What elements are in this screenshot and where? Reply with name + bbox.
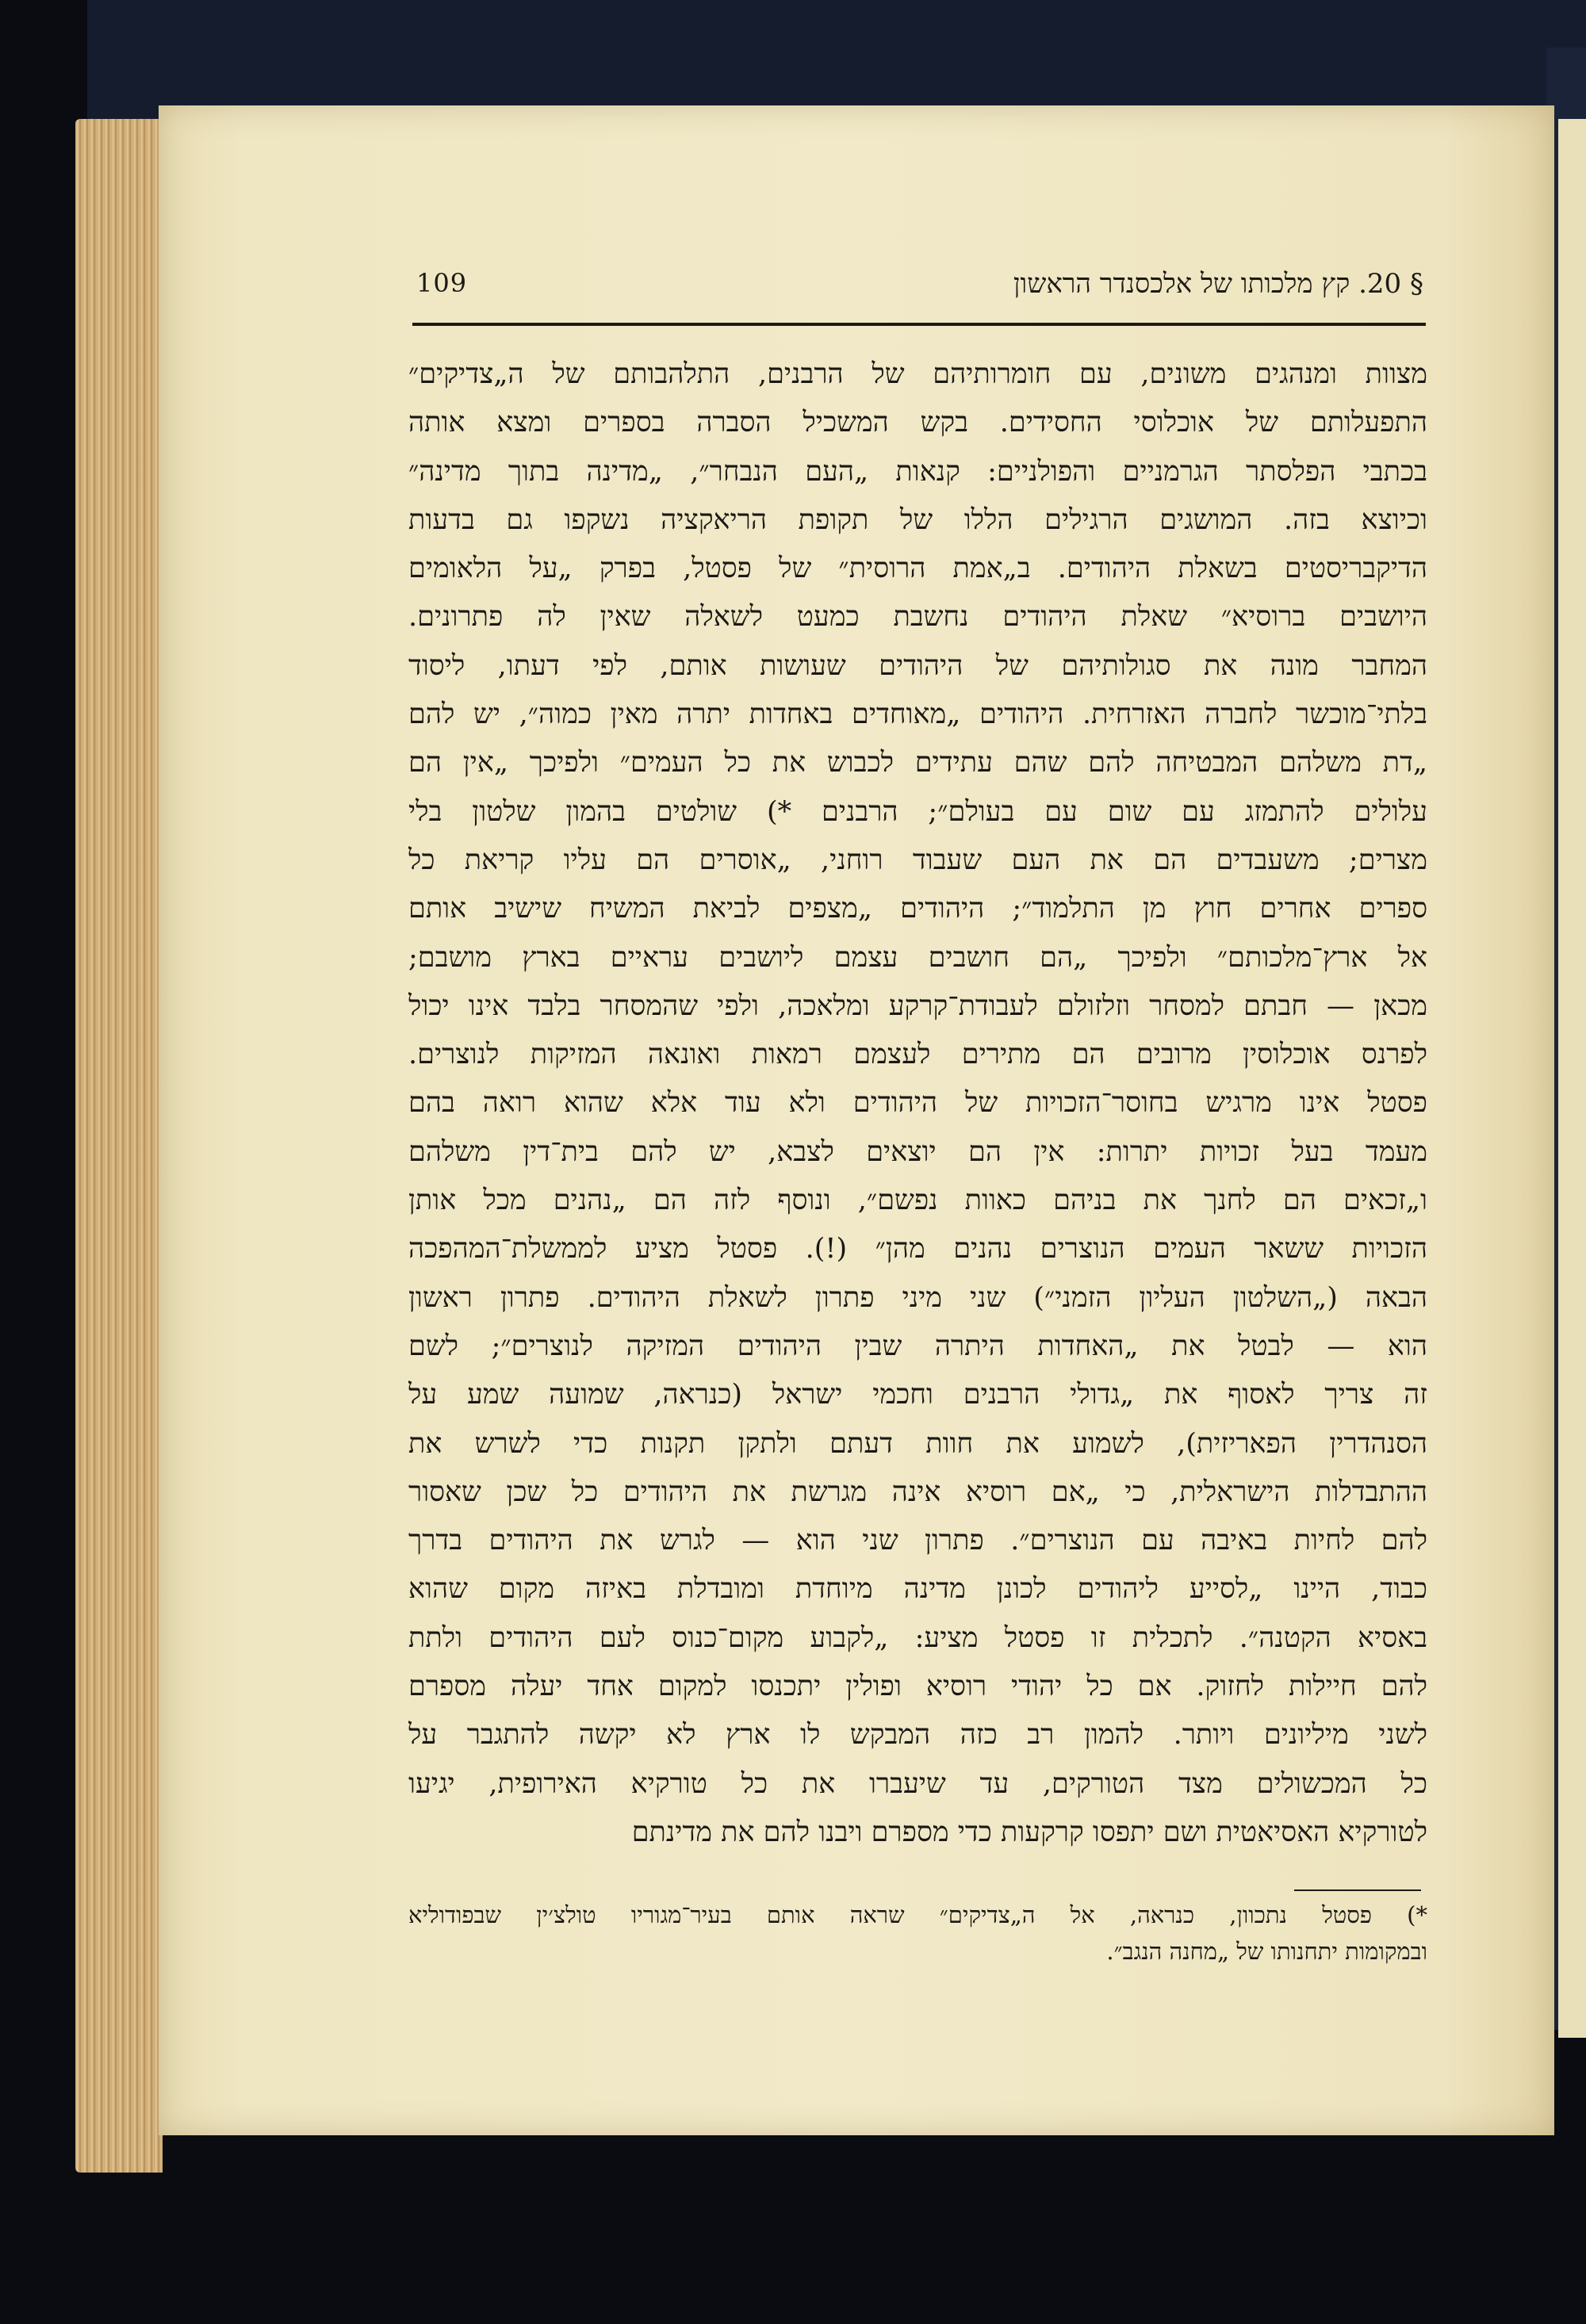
page-header [416,268,1423,316]
text-line: בכתבי הפלסתר הגרמניים והפולניים: קנאות „העם הנבחר״, „מדינה בתוך מדינה״ [408,455,1427,488]
text-line: מצרים; משעבדים הם את העם שעבוד רוחני, „אוסרים הם עליו קריאת כל [408,844,1427,876]
text-line: באסיא הקטנה״. לתכלית זו פסטל מציע: „לקבוע מקום־כנוס לעם היהודים ולתת [408,1621,1427,1654]
text-line: לשני מיליונים ויותר. להמון רב כזה המבקש לו ארץ לא יקשה להתגבר על [408,1719,1427,1752]
header-rule [412,323,1426,326]
book-cover-top [87,0,1586,119]
text-line: לפרנס אוכלוסין מרובים הם מתירים לעצמם רמאות ואונאה המזיקות לנוצרים. [408,1039,1427,1071]
text-line: מצוות ומנהגים משונים, עם חומרותיהם של הרבנים, התלהבותם של ה„צדיקים״ [408,358,1427,390]
text-line: אל ארץ־מלכותם״ ולפיכך „הם חושבים עצמם ליושבים עראיים בארץ מושבם; [408,941,1427,974]
footnote-rule [1294,1889,1421,1891]
text-line: פסטל אינו מרגיש בחוסר־הזכויות של היהודים ולא עוד אלא שהוא רואה בהם [408,1087,1427,1120]
footnote [408,1897,1427,1970]
text-line: לטורקיא האסיאטית ושם יתפסו קרקעות כדי מספרם ויבנו להם את מדינתם [631,1816,1427,1848]
text-line: ההתבדלות הישראלית, כי „אם רוסיא אינה מגרשת את היהודים כל שכן שאסור [408,1476,1427,1508]
text-line: מכאן — חבתם למסחר וזלזולם לעבודת־קרקע ומלאכה, ולפי שהמסחר בלבד אינו יכול [408,990,1427,1022]
text-line: ו„זכאים הם לחנך את בניהם כאוות נפשם״, ונוסף לזה הם „נהנים מכל אותן [408,1185,1427,1217]
text-line: הזכויות ששאר העמים הנוצרים נהנים מהן״ (!). פסטל מציע לממשלת־המהפכה [408,1233,1427,1265]
text-line: ספרים אחרים חוץ מן התלמוד״; היהודים „מצפים לביאת המשיח שישיב אותם [408,893,1427,925]
text-line: בלתי־מוכשר לחברה האזרחית. היהודים „מאוחדים באחדות יתרה מאין כמוה״, יש להם [408,699,1427,731]
facing-page-edge [1558,119,1586,2038]
text-line: היושבים ברוסיא״ שאלת היהודים נחשבת כמעט לשאלה שאין לה פתרונים. [408,601,1427,634]
text-line: „דת משלהם המבטיחה להם שהם עתידים לכבוש את כל העמים״ ולפיכך „אין הם [408,747,1427,779]
text-line: כבוד, היינו „לסייע ליהודים לכונן מדינה מיוחדת ומובדלת באיזה מקום שהוא [408,1573,1427,1606]
text-line: להם חיילות לחזוק. אם כל יהודי רוסיא ופולין יתכנסו למקום אחד יעלה מספרם [408,1671,1427,1703]
text-line: התפעלותם של אוכלוסי החסידים. בקש המשכיל הסברה בספרים ומצא אותה [408,407,1427,439]
text-line: עלולים להתמזג עם שום עם בעולם״; הרבנים *) שולטים בהמון שלטון בלי [408,795,1427,828]
page-edges [75,119,163,2173]
text-line: הדיקבריסטים בשאלת היהודים. ב„אמת הרוסית״ של פסטל, בפרק „על הלאומים [408,553,1427,585]
page-number: 109 [416,268,468,298]
text-line: מעמד בעל זכויות יתרות: אין הם יוצאים לצבא, יש להם בית־דין משלהם [408,1135,1427,1168]
footnote-line: ובמקומות יתחנותו של „מחנה הנגב״. [1106,1938,1427,1965]
body-text [408,350,1427,1857]
text-line: להם לחיות באיבה עם הנוצרים״. פתרון שני הוא — לגרש את היהודים בדרך [408,1525,1427,1557]
text-line: הוא — לבטל את „האחדות היתרה שבין היהודים המזיקה לנוצרים״; לשם [408,1330,1427,1362]
text-line: זה צריך לאסוף את „גדולי הרבנים וחכמי ישראל (כנראה, שמועה שמע על [408,1379,1427,1411]
text-line: המחבר מונה את סגולותיהם של היהודים שעושות אותם, לפי דעתו, ליסוד [408,649,1427,682]
running-title: § 20. קץ מלכותו של אלכסנדר הראשון [1013,268,1423,300]
text-line: וכיוצא בזה. המושגים הרגילים הללו של תקופת הריאקציה נשקפו גם בדעות [408,503,1427,536]
text-line: הבאה („השלטון העליון הזמני״) שני מיני פתרון לשאלת היהודים. פתרון ראשון [408,1281,1427,1314]
footnote-line: *) פסטל נתכוון, כנראה, אל ה„צדיקים״ שראה אותם בעיר־מגוריו טולצ׳ין שבפודוליא [408,1901,1427,1928]
text-line: כל המכשולים מצד הטורקים, עד שיעברו את כל טורקיא האירופית, יגיעו [408,1767,1427,1800]
text-line: הסנהדרין הפאריזית), לשמוע את חוות דעתם ולתקן תקנות כדי לשרש את [408,1427,1427,1460]
